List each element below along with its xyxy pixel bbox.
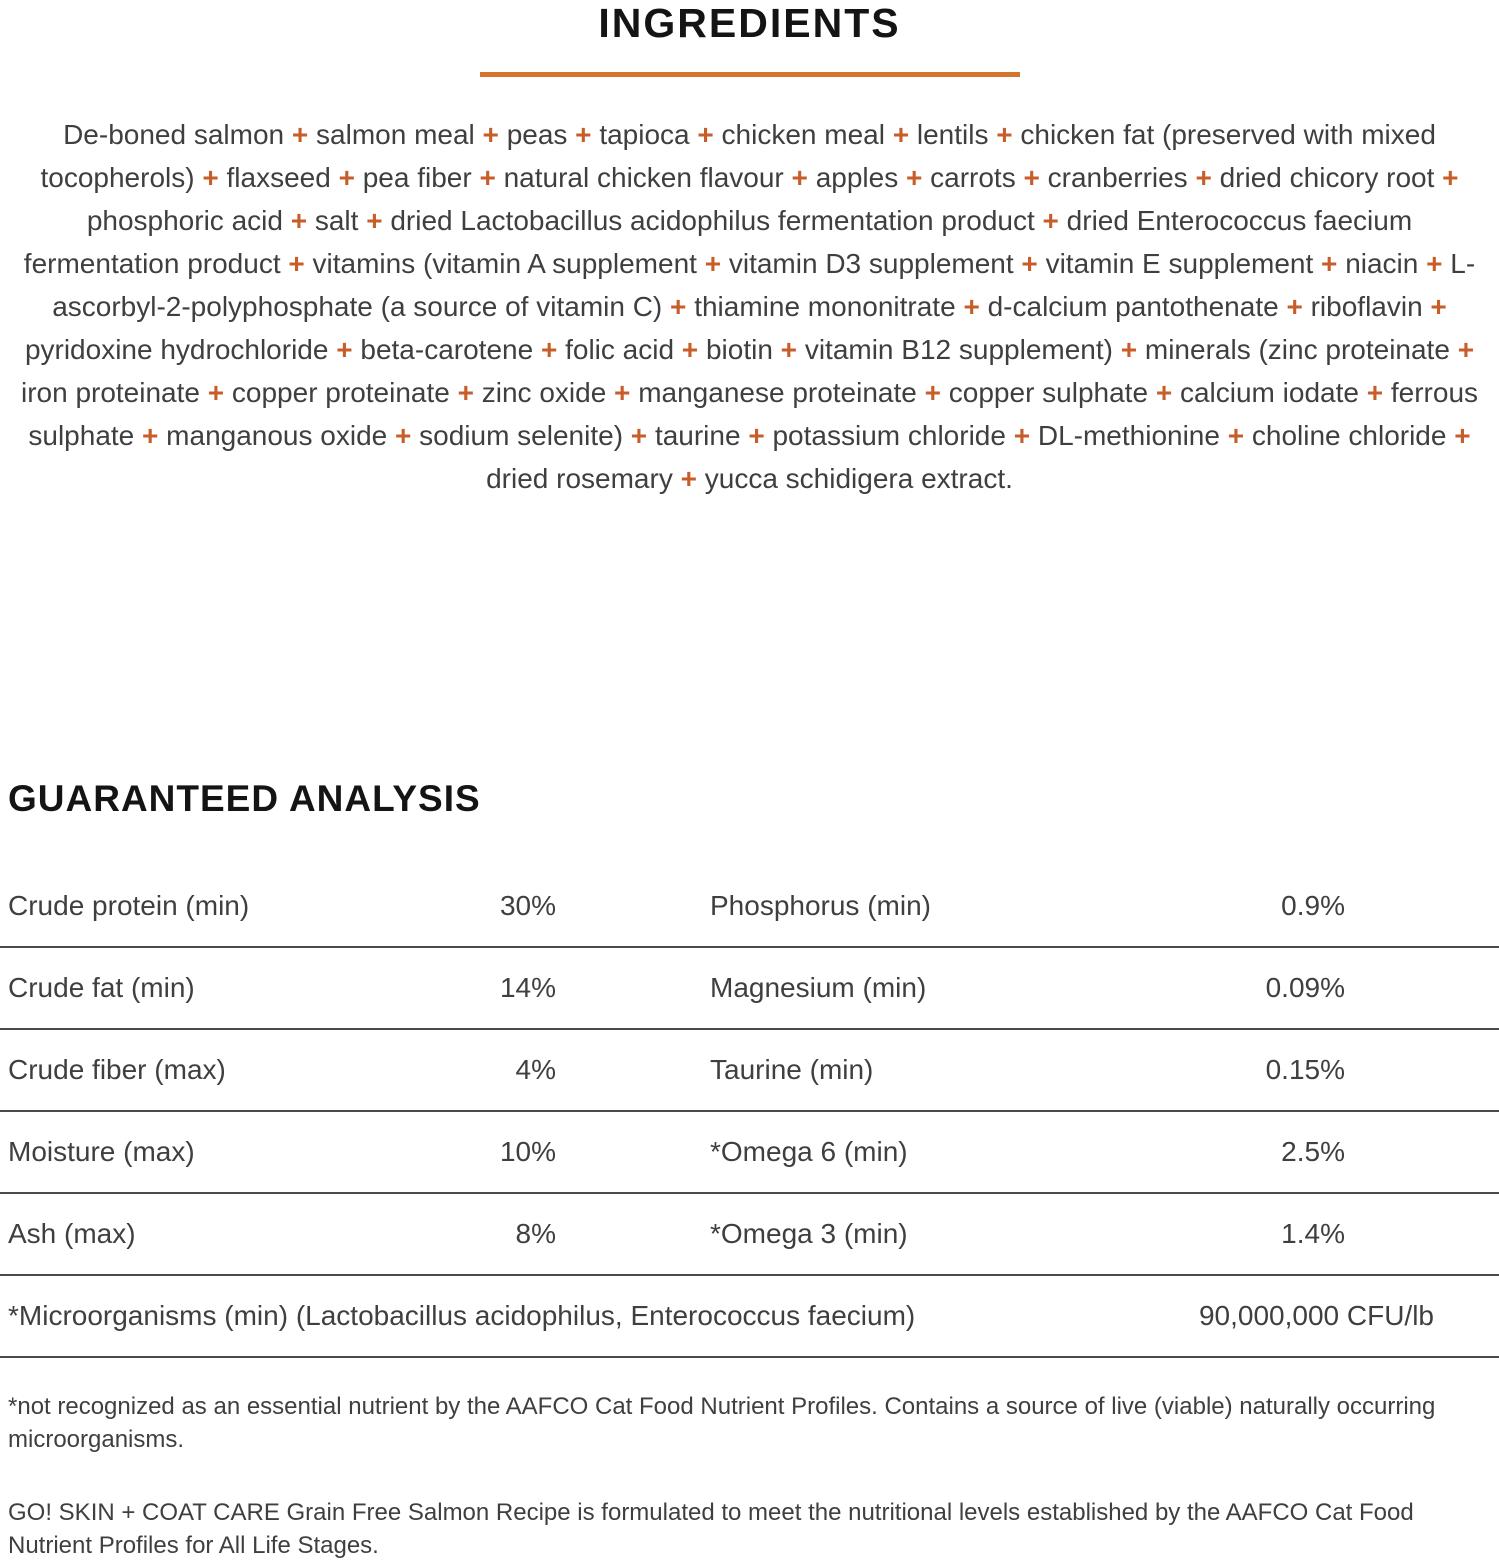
analysis-label: Crude fiber (max) — [8, 1054, 226, 1085]
ingredient-item: choline chloride — [1251, 420, 1447, 451]
ingredient-item: salt — [314, 205, 359, 236]
plus-separator: + — [674, 334, 706, 365]
plus-separator: + — [1112, 334, 1145, 365]
plus-separator: + — [988, 119, 1021, 150]
ingredient-item: L-ascorbyl-2-polyphosphate (a source of vitamin C) — [52, 248, 1476, 322]
plus-separator: + — [387, 420, 420, 451]
ingredient-item: natural chicken flavour — [503, 162, 784, 193]
ingredient-item: cranberries — [1047, 162, 1188, 193]
analysis-value: 10% — [499, 1136, 556, 1167]
ingredient-item: minerals (zinc proteinate — [1144, 334, 1450, 365]
ingredient-item: niacin — [1345, 248, 1419, 279]
ingredient-item: phosphoric acid — [86, 205, 283, 236]
plus-separator: + — [672, 463, 705, 494]
analysis-label: Phosphorus (min) — [710, 890, 931, 921]
plus-separator: + — [955, 291, 988, 322]
ingredient-item: peas — [506, 119, 568, 150]
ingredient-item: yucca schidigera extract. — [704, 463, 1013, 494]
analysis-value: 0.15% — [1265, 1054, 1345, 1085]
plus-separator: + — [134, 420, 167, 451]
plus-separator: + — [567, 119, 600, 150]
guaranteed-analysis-title: GUARANTEED ANALYSIS — [8, 778, 481, 819]
analysis-value: 8% — [515, 1218, 556, 1249]
plus-separator: + — [533, 334, 566, 365]
plus-separator: + — [1449, 334, 1475, 365]
orange-divider-rule — [480, 72, 1020, 77]
plus-separator: + — [358, 205, 391, 236]
ingredient-item: dried Lactobacillus acidophilus fermentation product — [390, 205, 1035, 236]
plus-separator: + — [194, 162, 227, 193]
ingredient-item: apples — [815, 162, 899, 193]
plus-separator: + — [1015, 162, 1048, 193]
ingredient-item: manganese proteinate — [638, 377, 917, 408]
plus-separator: + — [884, 119, 917, 150]
ingredient-item: iron proteinate — [20, 377, 200, 408]
ingredient-item: vitamin B12 supplement) — [804, 334, 1113, 365]
plus-separator: + — [330, 162, 363, 193]
ingredient-item: beta-carotene — [360, 334, 534, 365]
plus-separator: + — [199, 377, 232, 408]
ingredient-item: taurine — [654, 420, 741, 451]
plus-separator: + — [1013, 248, 1046, 279]
plus-separator: + — [623, 420, 655, 451]
ingredient-item: vitamin D3 supplement — [728, 248, 1014, 279]
plus-separator: + — [1219, 420, 1252, 451]
plus-separator: + — [916, 377, 949, 408]
analysis-label: Moisture (max) — [8, 1136, 195, 1167]
plus-separator: + — [282, 205, 315, 236]
analysis-row — [0, 1030, 1499, 1112]
plus-separator: + — [474, 119, 507, 150]
plus-separator: + — [1187, 162, 1220, 193]
ingredient-item: copper sulphate — [948, 377, 1149, 408]
analysis-label: Taurine (min) — [710, 1054, 874, 1085]
ingredient-item: flaxseed — [226, 162, 331, 193]
ingredient-item: ferrous sulphate — [28, 377, 1479, 451]
ingredient-item: calcium iodate — [1179, 377, 1359, 408]
analysis-label: Magnesium (min) — [710, 972, 927, 1003]
plus-separator: + — [1358, 377, 1391, 408]
ingredient-item: sodium selenite) — [419, 420, 624, 451]
plus-separator: + — [284, 119, 317, 150]
ingredient-item: folic acid — [565, 334, 675, 365]
analysis-value: 14% — [499, 972, 556, 1003]
plus-separator: + — [1446, 420, 1471, 451]
ingredient-item: manganous oxide — [166, 420, 388, 451]
plus-separator: + — [1005, 420, 1038, 451]
ingredient-item: tapioca — [599, 119, 690, 150]
ingredient-item: salmon meal — [316, 119, 475, 150]
analysis-value: 1.4% — [1281, 1218, 1345, 1249]
plus-separator: + — [696, 248, 729, 279]
plus-separator: + — [1278, 291, 1311, 322]
footnote-formulation-statement: GO! SKIN + COAT CARE Grain Free Salmon Recipe is formulated to meet the nutritional levels established by the AAFCO Cat Food Nutrient Profiles for All Life Stages. — [8, 1499, 1414, 1559]
plus-separator: + — [1418, 248, 1451, 279]
ingredient-item: chicken fat (preserved with mixed tocopherols) — [40, 119, 1436, 193]
plus-separator: + — [772, 334, 805, 365]
footnote-aafco-nutrient: *not recognized as an essential nutrient by the AAFCO Cat Food Nutrient Profiles. Contains a source of live (viable) naturally occurring microorganisms. — [8, 1393, 1436, 1453]
ingredient-item: potassium chloride — [772, 420, 1006, 451]
analysis-value: 4% — [515, 1054, 556, 1085]
ingredient-item: pea fiber — [362, 162, 472, 193]
plus-separator: + — [689, 119, 722, 150]
ingredient-item: pyridoxine hydrochloride — [24, 334, 329, 365]
ingredient-item: vitamins (vitamin A supplement — [312, 248, 697, 279]
ingredient-item: copper proteinate — [231, 377, 450, 408]
analysis-row — [0, 1194, 1499, 1276]
plus-separator: + — [1148, 377, 1180, 408]
ingredient-item: De-boned salmon — [63, 119, 285, 150]
ingredient-item: lentils — [916, 119, 989, 150]
analysis-label: Crude fat (min) — [8, 972, 195, 1003]
ingredient-item: biotin — [705, 334, 773, 365]
ingredients-title: INGREDIENTS — [598, 0, 901, 46]
plus-separator: + — [606, 377, 639, 408]
plus-separator: + — [280, 248, 313, 279]
ingredient-item: riboflavin — [1310, 291, 1423, 322]
ingredients-paragraph — [19, 113, 1481, 500]
analysis-value: 30% — [499, 890, 556, 921]
plus-separator: + — [783, 162, 816, 193]
analysis-row — [0, 1112, 1499, 1194]
ingredient-item: thiamine mononitrate — [694, 291, 956, 322]
analysis-label: Ash (max) — [8, 1218, 136, 1249]
guaranteed-analysis-section — [0, 778, 1499, 1562]
ingredient-item: d-calcium pantothenate — [987, 291, 1279, 322]
analysis-value: 0.09% — [1265, 972, 1345, 1003]
analysis-label: Crude protein (min) — [8, 890, 250, 921]
plus-separator: + — [1434, 162, 1459, 193]
analysis-row-microorganisms — [0, 1276, 1499, 1358]
plus-separator: + — [1313, 248, 1346, 279]
ingredient-item: carrots — [930, 162, 1016, 193]
analysis-value: 2.5% — [1281, 1136, 1345, 1167]
analysis-value: 0.9% — [1281, 890, 1345, 921]
analysis-label: *Omega 3 (min) — [710, 1218, 908, 1249]
ingredient-item: dried chicory root — [1219, 162, 1435, 193]
plus-separator: + — [662, 291, 695, 322]
plus-separator: + — [898, 162, 931, 193]
ingredient-item: DL-methionine — [1037, 420, 1220, 451]
analysis-label: *Microorganisms (min) (Lactobacillus acidophilus, Enterococcus faecium) — [8, 1300, 916, 1331]
plus-separator: + — [1422, 291, 1447, 322]
analysis-row — [0, 866, 1499, 948]
ingredient-item: chicken meal — [721, 119, 885, 150]
plus-separator: + — [449, 377, 482, 408]
analysis-value: 90,000,000 CFU/lb — [1198, 1300, 1434, 1331]
plus-separator: + — [1034, 205, 1067, 236]
plus-separator: + — [471, 162, 504, 193]
ingredient-item: zinc oxide — [481, 377, 607, 408]
ingredient-item: dried Enterococcus faecium fermentation product — [23, 205, 1413, 279]
analysis-row — [0, 948, 1499, 1030]
analysis-label: *Omega 6 (min) — [710, 1136, 908, 1167]
guaranteed-analysis-table — [0, 866, 1499, 1358]
ingredient-item: dried rosemary — [486, 463, 673, 494]
plus-separator: + — [740, 420, 773, 451]
plus-separator: + — [328, 334, 361, 365]
ingredient-item: vitamin E supplement — [1045, 248, 1314, 279]
